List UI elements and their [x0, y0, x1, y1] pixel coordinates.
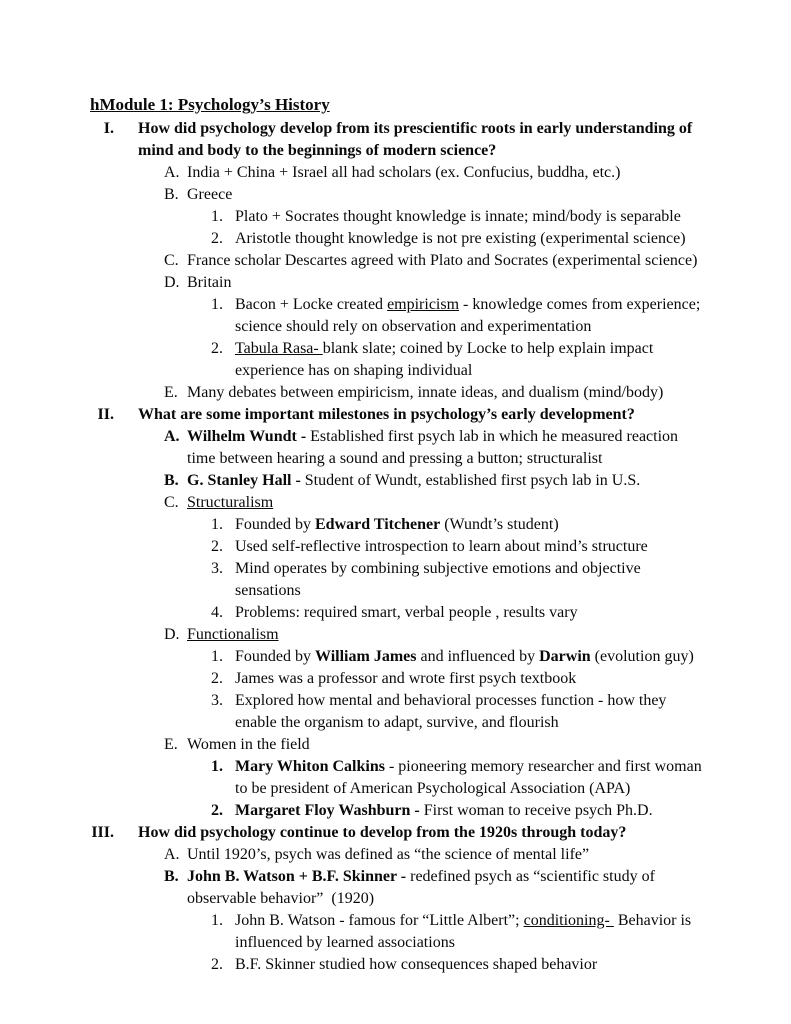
item-text — [187, 272, 706, 294]
item-text — [138, 822, 706, 844]
text-run: Founded by — [235, 516, 315, 533]
item-text — [235, 294, 706, 338]
item-marker: 3. — [211, 692, 223, 709]
outline-item-i — [90, 118, 706, 162]
text-run: Women in the field — [187, 736, 310, 753]
text-run: Margaret Floy Washburn - — [235, 802, 420, 819]
item-text — [235, 690, 706, 734]
text-run: Greece — [187, 186, 233, 203]
outline-item-a — [90, 162, 706, 184]
text-run: Until 1920’s, psych was defined as “the science of mental life” — [187, 846, 590, 863]
item-marker: A. — [164, 846, 180, 863]
outline-item-2 — [90, 954, 706, 976]
item-text — [235, 514, 706, 536]
outline-item-d — [90, 624, 706, 646]
outline-item-1 — [90, 910, 706, 954]
outline-item-3 — [90, 558, 706, 602]
outline-item-c — [90, 492, 706, 514]
item-text — [235, 910, 706, 954]
outline-item-b — [90, 866, 706, 910]
text-run: Mary Whiton Calkins — [235, 758, 385, 775]
item-text — [235, 228, 706, 250]
item-marker: E. — [164, 384, 178, 401]
item-marker: D. — [164, 626, 180, 643]
text-run: Problems: required smart, verbal people , results vary — [235, 604, 578, 621]
text-run: James was a professor and wrote first psych textbook — [235, 670, 577, 687]
item-text — [235, 668, 706, 690]
text-run: Structuralism — [187, 494, 274, 511]
text-run: Wilhelm Wundt - — [187, 428, 307, 445]
text-run: (Wundt’s student) — [440, 516, 559, 533]
outline-item-ii — [90, 404, 706, 426]
item-marker: I. — [103, 120, 114, 137]
item-marker: III. — [91, 824, 114, 841]
outline-item-c — [90, 250, 706, 272]
item-text — [138, 404, 706, 426]
item-marker: 1. — [211, 516, 223, 533]
item-text — [187, 426, 706, 470]
item-marker: E. — [164, 736, 178, 753]
text-run: How did psychology develop from its prescientific roots in early understanding of mind and body to the beginnings of modern science? — [138, 120, 693, 159]
item-marker: B. — [164, 186, 179, 203]
item-marker: A. — [164, 428, 180, 445]
outline-item-2 — [90, 536, 706, 558]
item-marker: B. — [164, 868, 179, 885]
item-text — [235, 206, 706, 228]
text-run: blank slate; coined by Locke to help explain impact experience has on shaping individual — [235, 340, 654, 379]
text-run: Founded by — [235, 648, 315, 665]
outline-item-1 — [90, 756, 706, 800]
text-run: conditioning- — [523, 912, 614, 929]
text-run: G. Stanley Hall - — [187, 472, 301, 489]
outline-item-1 — [90, 206, 706, 228]
outline-item-1 — [90, 294, 706, 338]
text-run: Many debates between empiricism, innate ideas, and dualism (mind/body) — [187, 384, 664, 401]
item-text — [187, 624, 706, 646]
item-marker: 4. — [211, 604, 223, 621]
text-run: What are some important milestones in psychology’s early development? — [138, 406, 635, 423]
item-text — [235, 800, 706, 822]
outline-item-2 — [90, 668, 706, 690]
item-text — [187, 492, 706, 514]
text-run: John B. Watson - famous for “Little Albert”; — [235, 912, 524, 929]
text-run: Established first psych lab in which he measured reaction time between hearing a sound and pressing a button; structuralist — [187, 428, 679, 467]
text-run: Aristotle thought knowledge is not pre existing (experimental science) — [235, 230, 686, 247]
outline-item-d — [90, 272, 706, 294]
item-marker: 3. — [211, 560, 223, 577]
item-marker: 2. — [211, 538, 223, 555]
item-marker: A. — [164, 164, 180, 181]
item-text — [235, 602, 706, 624]
text-run: B.F. Skinner studied how consequences shaped behavior — [235, 956, 598, 973]
item-marker: D. — [164, 274, 180, 291]
text-run: Used self-reflective introspection to learn about mind’s structure — [235, 538, 648, 555]
outline-item-b — [90, 470, 706, 492]
text-run: Functionalism — [187, 626, 279, 643]
outline-item-2 — [90, 338, 706, 382]
item-text — [187, 250, 706, 272]
item-marker: 1. — [211, 758, 223, 775]
text-run: and influenced by — [416, 648, 540, 665]
item-marker: 2. — [211, 340, 223, 357]
outline-item-e — [90, 734, 706, 756]
text-run: - knowledge comes from experience; science should rely on observation and experimentation — [235, 296, 701, 335]
text-run: William James — [315, 648, 417, 665]
text-run: First woman to receive psych Ph.D. — [419, 802, 653, 819]
item-marker: B. — [164, 472, 179, 489]
item-text — [235, 558, 706, 602]
item-text — [235, 338, 706, 382]
item-marker: 2. — [211, 670, 223, 687]
item-marker: II. — [97, 406, 114, 423]
outline-item-e — [90, 382, 706, 404]
item-text — [235, 756, 706, 800]
outline-item-2 — [90, 228, 706, 250]
text-run: France scholar Descartes agreed with Plato and Socrates (experimental science) — [187, 252, 698, 269]
text-run: Edward Titchener — [315, 516, 441, 533]
text-run: Student of Wundt, established first psych lab in U.S. — [300, 472, 641, 489]
text-run: Britain — [187, 274, 232, 291]
text-run: Plato + Socrates thought knowledge is innate; mind/body is separable — [235, 208, 681, 225]
item-marker: 1. — [211, 296, 223, 313]
outline-item-4 — [90, 602, 706, 624]
outline-item-b — [90, 184, 706, 206]
text-run: redefined psych as “scientific study of observable behavior” (1920) — [187, 868, 655, 907]
item-marker: C. — [164, 494, 179, 511]
outline-item-iii — [90, 822, 706, 844]
item-text — [235, 646, 706, 668]
page-title: hModule 1: Psychology’s History — [90, 95, 330, 114]
outline — [90, 118, 706, 976]
text-run: Explored how mental and behavioral processes function - how they enable the organism to adapt, survive, and flourish — [235, 692, 667, 731]
item-marker: 1. — [211, 648, 223, 665]
outline-item-a — [90, 844, 706, 866]
text-run: India + China + Israel all had scholars (ex. Confucius, buddha, etc.) — [187, 164, 621, 181]
outline-item-2 — [90, 800, 706, 822]
item-marker: 1. — [211, 208, 223, 225]
text-run: (evolution guy) — [590, 648, 694, 665]
text-run: - pioneering memory researcher and first woman to be president of American Psychological Association (APA) — [235, 758, 702, 797]
item-marker: 2. — [211, 230, 223, 247]
text-run: How did psychology continue to develop from the 1920s through today? — [138, 824, 627, 841]
item-text — [187, 844, 706, 866]
text-run: Mind operates by combining subjective emotions and objective sensations — [235, 560, 641, 599]
item-marker: 2. — [211, 956, 223, 973]
item-text — [187, 866, 706, 910]
outline-item-1 — [90, 514, 706, 536]
text-run: Darwin — [539, 648, 591, 665]
text-run: empiricism — [387, 296, 460, 313]
item-marker: 1. — [211, 912, 223, 929]
text-run: Tabula Rasa- — [235, 340, 323, 357]
item-text — [235, 536, 706, 558]
outline-item-1 — [90, 646, 706, 668]
text-run: Bacon + Locke created — [235, 296, 388, 313]
item-text — [187, 734, 706, 756]
text-run: John B. Watson + B.F. Skinner - — [187, 868, 407, 885]
item-text — [138, 118, 706, 162]
item-text — [187, 162, 706, 184]
item-text — [187, 470, 706, 492]
item-marker: 2. — [211, 802, 223, 819]
text-run: Behavior is influenced by learned associations — [235, 912, 692, 951]
item-marker: C. — [164, 252, 179, 269]
item-text — [187, 184, 706, 206]
item-text — [235, 954, 706, 976]
item-text — [187, 382, 706, 404]
outline-item-a — [90, 426, 706, 470]
outline-item-3 — [90, 690, 706, 734]
